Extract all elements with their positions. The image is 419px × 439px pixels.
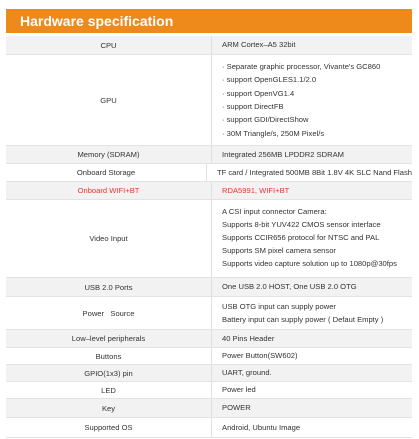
spec-value [212,200,412,277]
section-title: Hardware specification [6,9,412,33]
spec-value-line: Supports CCIR656 protocol for NTSC and PAL [222,233,380,243]
spec-row-wifi-bt [6,182,412,200]
spec-value [212,418,412,437]
spec-value-line: Supports video capture solution up to 1080p@30fps [222,258,397,268]
spec-label: Video Input [6,200,212,277]
spec-value [212,146,412,163]
spec-label: Memory (SDRAM) [6,146,212,163]
spec-label: Low–level peripherals [6,330,212,347]
spec-value [212,399,412,417]
spec-row-gpu [6,55,412,146]
spec-value-line: · support OpenVG1.4 [222,88,295,98]
spec-value [212,365,412,381]
spec-row-buttons [6,348,412,365]
spec-row-peripherals [6,330,412,348]
spec-row-cpu [6,36,412,55]
spec-label: Key [6,399,212,417]
spec-value-line: Android, Ubuntu Image [222,422,301,432]
spec-row-led [6,382,412,399]
spec-row-gpio [6,365,412,382]
spec-value-line: RDA5991, WIFI+BT [222,185,290,195]
spec-label: GPU [6,55,212,145]
spec-value-line: 40 Pins Header [222,333,275,343]
spec-value [212,36,412,54]
spec-label: Supported OS [6,418,212,437]
spec-value-line: · 30M Triangle/s, 250M Pixel/s [222,128,325,138]
spec-label: Onboard WIFI+BT [6,182,212,199]
spec-label: LED [6,382,212,398]
spec-value-line: Battery input can supply power ( Defaut Empty ) [222,315,384,324]
spec-label: Power Source [6,297,212,329]
spec-value-line: · support GDI/DirectShow [222,115,309,125]
spec-row-storage [6,164,412,182]
spec-value-line: Supports 8-bit YUV422 CMOS sensor interface [222,220,381,230]
spec-value-line: · support OpenGLES1.1/2.0 [222,75,317,85]
spec-value-line: UART, ground. [222,368,272,378]
spec-value [207,164,412,181]
spec-value-line: Integrated 256MB LPDDR2 SDRAM [222,149,344,159]
spec-value-line: Power led [222,385,256,395]
spec-value-line: TF card / Integrated 500MB 8Bit 1.8V 4K SLC Nand Flash [216,167,412,177]
spec-value [212,382,412,398]
spec-value [212,330,412,347]
spec-label: USB 2.0 Ports [6,278,212,296]
spec-value-line: · Separate graphic processor, Vivante's GC860 [222,61,381,71]
spec-value-line: USB OTG input can supply power [222,302,336,311]
spec-value [212,55,412,145]
spec-row-memory [6,146,412,164]
spec-value-line: A CSI input connector Camera: [222,207,327,217]
spec-label: Onboard Storage [6,164,207,181]
spec-label: Buttons [6,348,212,364]
spec-value-line: · support DirectFB [222,102,284,111]
spec-value-line: One USB 2.0 HOST, One USB 2.0 OTG [222,282,357,292]
spec-value-line: ARM Cortex–A5 32bit [222,40,296,50]
spec-value-line: POWER [222,403,251,413]
spec-row-usb [6,278,412,297]
spec-value [212,278,412,296]
spec-label: CPU [6,36,212,54]
spec-row-key [6,399,412,418]
spec-label: GPIO(1x3) pin [6,365,212,381]
spec-row-power-source [6,297,412,330]
spec-row-os [6,418,412,438]
spec-value [212,297,412,329]
spec-value-line: Power Button(SW602) [222,351,298,361]
spec-value-line: Supports SM pixel camera sensor [222,245,336,255]
spec-table [6,36,412,438]
spec-row-video-input [6,200,412,278]
spec-value [212,348,412,364]
spec-value [212,182,412,199]
